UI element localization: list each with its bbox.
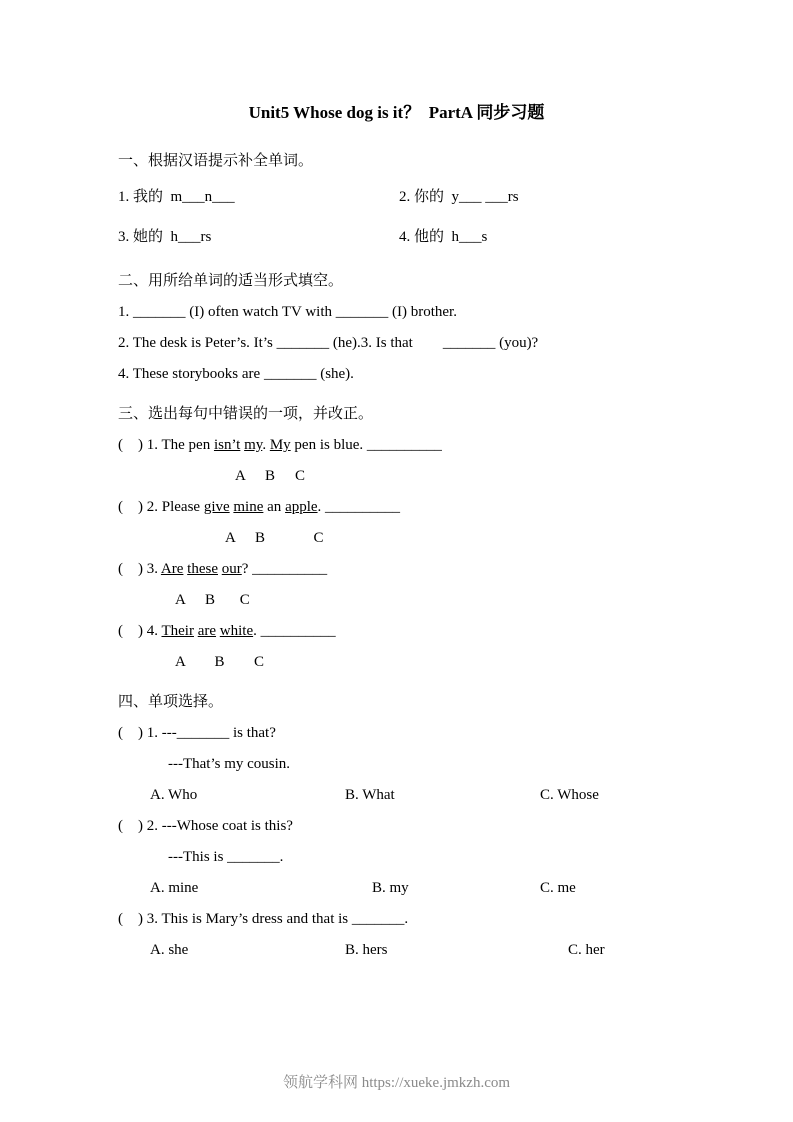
text-segment: ( ) 4. (118, 623, 162, 639)
underlined-segment: Their (161, 623, 194, 639)
text-segment: an (263, 499, 286, 515)
text-segment: . __________ (317, 499, 401, 515)
text-segment: ( ) 1. The pen (118, 437, 214, 453)
underlined-segment: apple (285, 499, 318, 515)
worksheet-content (0, 123, 793, 966)
section1-row-2 (118, 217, 675, 257)
underlined-segment: My (269, 437, 291, 453)
fill-word-item-1: 1. 我的 m___n___ (118, 189, 235, 205)
error-question-line-4 (118, 616, 675, 647)
choice-question-2-answer-line: ---This is _______. (168, 849, 284, 865)
error-question-line-1 (118, 430, 675, 461)
worksheet-title: Unit5 Whose dog is it？ PartA 同步习题 (248, 103, 545, 122)
choice-option-2a: A. mine (150, 880, 199, 896)
choice-option-1c: C. Whose (540, 787, 599, 803)
section2-heading: 二、用所给单词的适当形式填空。 (118, 273, 344, 289)
option-letters-1: A B C (235, 468, 307, 484)
choice-option-3b: B. hers (345, 942, 388, 958)
text-segment: pen is blue. __________ (290, 437, 442, 453)
fill-blank-line-1: 1. _______ (I) often watch TV with _______ (I) brother. (118, 304, 457, 320)
underlined-segment: white (219, 623, 254, 639)
error-question-line-2 (118, 492, 675, 523)
choice-option-3a: A. she (150, 942, 189, 958)
underlined-segment: our (221, 561, 242, 577)
underlined-segment: my (244, 437, 263, 453)
underlined-segment: mine (233, 499, 264, 515)
footer-watermark: 领航学科网 https://xueke.jmkzh.com (282, 1075, 511, 1091)
choice-option-1a: A. Who (150, 787, 198, 803)
text-segment: . __________ (253, 623, 336, 639)
underlined-segment: these (187, 561, 218, 577)
underlined-segment: Are (160, 561, 184, 577)
text-segment: ? __________ (241, 561, 328, 577)
text-segment: . (262, 437, 270, 453)
option-letters-4: A B C (175, 654, 266, 670)
text-segment: ( ) 3. (118, 561, 161, 577)
choice-option-2c: C. me (540, 880, 576, 896)
section3-heading: 三、选出每句中错误的一项，并改正。 (118, 406, 374, 422)
choice-question-3: ( ) 3. This is Mary’s dress and that is _______. (118, 911, 409, 927)
choice-option-3c: C. her (568, 942, 605, 958)
choice-options-row-2 (118, 873, 675, 904)
choice-question-2: ( ) 2. ---Whose coat is this? (118, 818, 293, 834)
error-question-line-3 (118, 554, 675, 585)
option-letters-2: A B C (225, 530, 325, 546)
section4-heading: 四、单项选择。 (118, 694, 224, 710)
choice-options-row-1 (118, 780, 675, 811)
fill-blank-line-2: 2. The desk is Peter’s. It’s _______ (he).3. Is that _______ (you)? (118, 335, 539, 351)
fill-blank-line-3: 4. These storybooks are _______ (she). (118, 366, 354, 382)
fill-word-item-3: 3. 她的 h___rs (118, 229, 212, 245)
fill-word-item-4: 4. 他的 h___s (399, 229, 488, 245)
choice-option-2b: B. my (372, 880, 409, 896)
text-segment: ( ) 2. Please (118, 499, 204, 515)
choice-question-1: ( ) 1. ---_______ is that? (118, 725, 276, 741)
underlined-segment: give (203, 499, 230, 515)
option-letters-3: A B C (175, 592, 251, 608)
choice-question-1-answer-line: ---That’s my cousin. (168, 756, 291, 772)
choice-option-1b: B. What (345, 787, 395, 803)
fill-word-item-2: 2. 你的 y___ ___rs (399, 189, 519, 205)
section1-heading: 一、根据汉语提示补全单词。 (118, 153, 314, 169)
underlined-segment: are (197, 623, 217, 639)
underlined-segment: isn’t (213, 437, 241, 453)
section1-row-1 (118, 177, 675, 217)
choice-options-row-3 (118, 935, 675, 966)
